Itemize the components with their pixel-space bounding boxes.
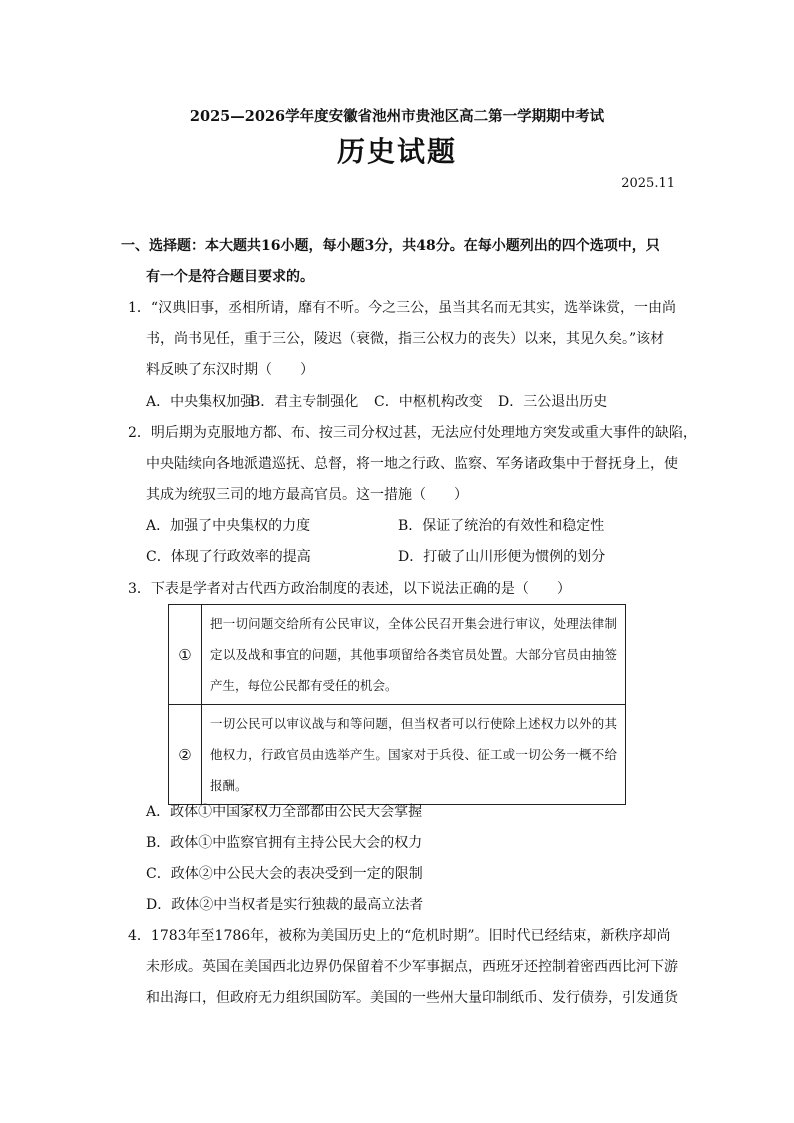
table-row: [169, 705, 626, 805]
question-4-line: 和出海口，但政府无力组织国防军。美国的一些州大量印制纸币、发行债券，引发通货: [146, 990, 678, 1006]
option-b: B．保证了统治的有效性和稳定性: [398, 518, 605, 534]
option-a: A．中央集权加强: [146, 394, 255, 410]
question-3-stem: 3．下表是学者对古代西方政治制度的表述，以下说法正确的是（ ）: [128, 581, 571, 597]
exam-title: 2025—2026学年度安徽省池州市贵池区高二第一学期期中考试: [189, 108, 605, 125]
table-row: [169, 605, 626, 705]
option-b: B．政体①中监察官拥有主持公民大会的权力: [146, 835, 423, 851]
question-1-line: 1．“汉典旧事，丞相所请，靡有不听。今之三公，虽当其名而无其实，选举诛赏，一由尚: [128, 300, 677, 316]
question-1-line: 书，尚书见任，重于三公，陵迟（衰微，指三公权力的丧失）以来，其见久矣。”该材: [146, 331, 665, 347]
option-d: D．打破了山川形便为惯例的划分: [398, 549, 606, 565]
option-a: A．政体①中国家权力全部都由公民大会掌握: [146, 804, 423, 820]
section-heading-line2: 有一个是符合题目要求的。: [146, 269, 314, 285]
material-table: [168, 604, 626, 805]
section-heading-line1: 一、选择题：本大题共16小题，每小题3分，共48分。在每小题列出的四个选项中，只: [121, 238, 660, 254]
row-number: ②: [169, 705, 202, 805]
row-text: 一切公民可以审议战与和等问题，但当权者可以行使除上述权力以外的其他权力，行政官员由选举产生。国家对于兵役、征工或一切公务一概不给报酬。: [202, 705, 626, 805]
option-c: C．体现了行政效率的提高: [146, 549, 311, 565]
question-1-options: [146, 392, 607, 412]
option-d: D．政体②中当权者是实行独裁的最高立法者: [146, 897, 424, 913]
question-4-line: 未形成。英国在美国西北边界仍保留着不少军事据点，西班牙还控制着密西西比河下游: [146, 959, 678, 975]
question-2-line: 2．明后期为克服地方都、布、按三司分权过甚，无法应付处理地方突发或重大事件的缺陷，: [128, 425, 697, 441]
row-text: 把一切问题交给所有公民审议，全体公民召开集会进行审议，处理法律制定以及战和事宜的问题，其他事项留给各类官员处置。大部分官员由抽签产生，每位公民都有受任的机会。: [202, 605, 626, 705]
subject-title: 历史试题: [336, 135, 457, 168]
question-2-line: 中央陆续向各地派遣巡抚、总督，将一地之行政、监察、军务诸政集中于督抚身上，使: [146, 456, 678, 472]
option-c: C．政体②中公民大会的表决受到一定的限制: [146, 866, 423, 882]
option-d: D．三公退出历史: [498, 394, 608, 410]
question-4-line: 4．1783年至1786年，被称为美国历史上的“危机时期”。旧时代已经结束，新秩序却尚: [128, 928, 671, 944]
option-b: B．君主专制强化: [250, 394, 359, 410]
question-1-line: 料反映了东汉时期（ ）: [146, 362, 314, 378]
option-c: C．中枢机构改变: [374, 394, 483, 410]
row-number: ①: [169, 605, 202, 705]
option-a: A．加强了中央集权的力度: [146, 518, 311, 534]
question-2-line: 其成为统驭三司的地方最高官员。这一措施（ ）: [146, 487, 468, 503]
exam-date: 2025.11: [621, 176, 675, 191]
